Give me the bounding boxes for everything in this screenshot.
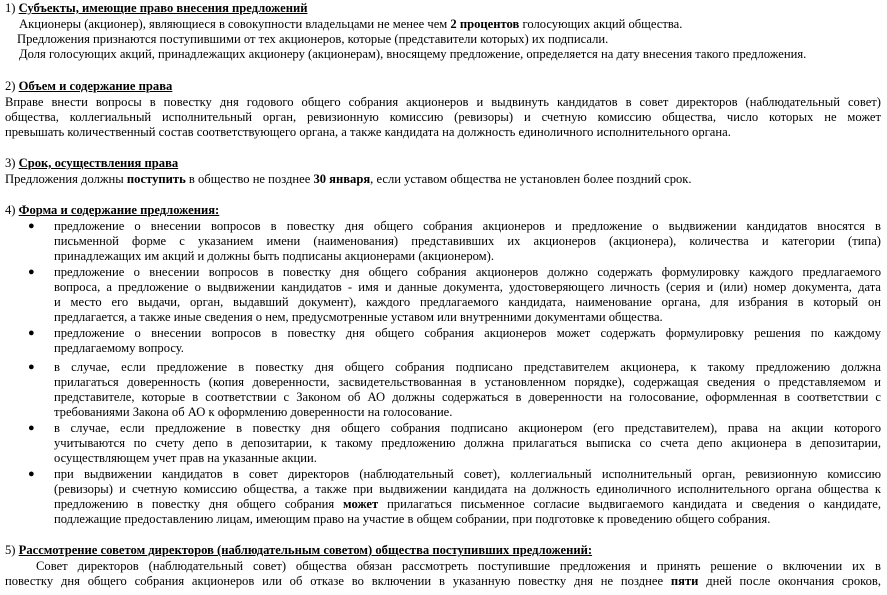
bullet-4-line-4: требованиями Закона об АО к оформлению доверенности на голосование. <box>54 405 453 419</box>
section-1-heading: 1) Субъекты, имеющие право внесения предложений <box>5 1 308 15</box>
bullet-3-line-1: предложение о внесении вопросов в повестку дня общего собрания акционеров может содержать формулировку решения по каждому <box>54 326 881 340</box>
section-2-line-2: общества, коллегиальный исполнительный орган, ревизионную комиссию (ревизоры) и счетную комиссию общества, число которых не может <box>5 110 881 124</box>
bullet-5-line-3: осуществляющем учет прав на указанные акции. <box>54 451 317 465</box>
section-2-line-3: превышать количественный состав соответствующего органа, а также кандидата на должность единоличного исполнительного органа. <box>5 125 731 139</box>
section-1-line-1: Акционеры (акционер), являющиеся в совокупности владельцами не менее чем 2 процентов голосующих акций общества. <box>19 17 683 31</box>
bullet-6-line-1: при выдвижении кандидатов в совет директоров (наблюдательный совет), коллегиальный исполнительный орган, ревизионную комиссию <box>54 467 881 481</box>
bullet-icon: ● <box>28 220 35 232</box>
bullet-6-line-3: предложению в повестку дня общего собрания может прилагаться письменное согласие выдвигаемого кандидата и сведения о кандидате, <box>54 497 881 511</box>
bullet-1-line-1: предложение о внесении вопросов в повестку дня общего собрания акционеров и предложение о выдвижении кандидатов вносятся в <box>54 219 881 233</box>
section-2-line-1: Вправе внести вопросы в повестку дня годового общего собрания акционеров и выдвинуть кандидатов в совет директоров (наблюдательный совет) <box>5 95 881 109</box>
section-5-heading: 5) Рассмотрение советом директоров (наблюдательным советом) общества поступивших предложений: <box>5 543 593 557</box>
section-5-line-2: повестку дня общего собрания акционеров или об отказе во включении в указанную повестку дня не позднее пяти дней после окончания сроков, <box>5 574 882 588</box>
bullet-1-line-3: принадлежащих им акций и должны быть подписаны акционерами (акционером). <box>54 249 494 263</box>
bullet-2-line-3: и место его выдачи, орган, выдавший документ), каждого предлагаемого кандидата, наименование органа, для избрания в который он <box>54 295 881 309</box>
bullet-2-line-4: предлагается, а также иные сведения о нем, предусмотренные уставом или внутренними документами общества. <box>54 310 663 324</box>
bullet-5-line-2: учитываются по счету депо в депозитарии, к такому предложению должна прилагаться выписка со счета депо акционера в депозитарии, <box>54 436 881 450</box>
bullet-icon: ● <box>28 468 35 480</box>
bullet-3-line-2: предлагаемому вопросу. <box>54 341 184 355</box>
bullet-icon: ● <box>28 266 35 278</box>
bullet-icon: ● <box>28 327 35 339</box>
bullet-4-line-2: прилагаться доверенность (копия доверенности, засвидетельствованная в установленном порядке), содержащая сведения о представляемом и <box>54 375 881 389</box>
bullet-2-line-2: вопроса, а предложение о выдвижении кандидатов - имя и данные документа, удостоверяющего личность (серия и (или) номер документа, дата <box>54 280 881 294</box>
section-5-line-1: Совет директоров (наблюдательный совет) общества обязан рассмотреть поступившие предложения и принять решение о включении их в <box>36 559 881 573</box>
bullet-4-line-1: в случае, если предложение в повестку дня общего собрания подписано представителем акционера, к такому предложению должна <box>54 360 881 374</box>
section-2-heading: 2) Объем и содержание права <box>5 79 173 93</box>
section-3-heading: 3) Срок, осуществления права <box>5 156 179 170</box>
bullet-icon: ● <box>28 422 35 434</box>
section-3-line-1: Предложения должны поступить в общество не позднее 30 января, если уставом общества не установлен более поздний срок. <box>5 172 692 186</box>
bullet-6-line-2: (ревизоры) и счетную комиссию общества, а также при выдвижении кандидата на должность единоличного исполнительного органа общества к <box>54 482 881 496</box>
section-4-heading: 4) Форма и содержание предложения: <box>5 203 220 217</box>
bullet-4-line-3: представителе, которые в соответствии с Законом об АО должны содержаться в доверенности на голосование, оформленная в соответствии с <box>54 390 881 404</box>
section-1-line-3: Доля голосующих акций, принадлежащих акционеру (акционерам), вносящему предложение, определяется на дату внесения такого предложения. <box>19 47 807 61</box>
bullet-6-line-4: подлежащие предоставлению лицам, имеющим право на участие в общем собрании, при подготовке к проведению общего собрания. <box>54 512 771 526</box>
bullet-1-line-2: письменной форме с указанием имени (наименования) представивших их акционеров (акционера), количества и категории (типа) <box>54 234 881 248</box>
bullet-icon: ● <box>28 361 35 373</box>
bullet-5-line-1: в случае, если предложение в повестку дня общего собрания подписано акционером (его представителем), права на акции которого <box>54 421 881 435</box>
bullet-2-line-1: предложение о внесении вопросов в повестку дня общего собрания акционеров должно содержать формулировку каждого предлагаемого <box>54 265 881 279</box>
section-1-line-2: Предложения признаются поступившими от тех акционеров, которые (представители которых) их подписали. <box>17 32 609 46</box>
